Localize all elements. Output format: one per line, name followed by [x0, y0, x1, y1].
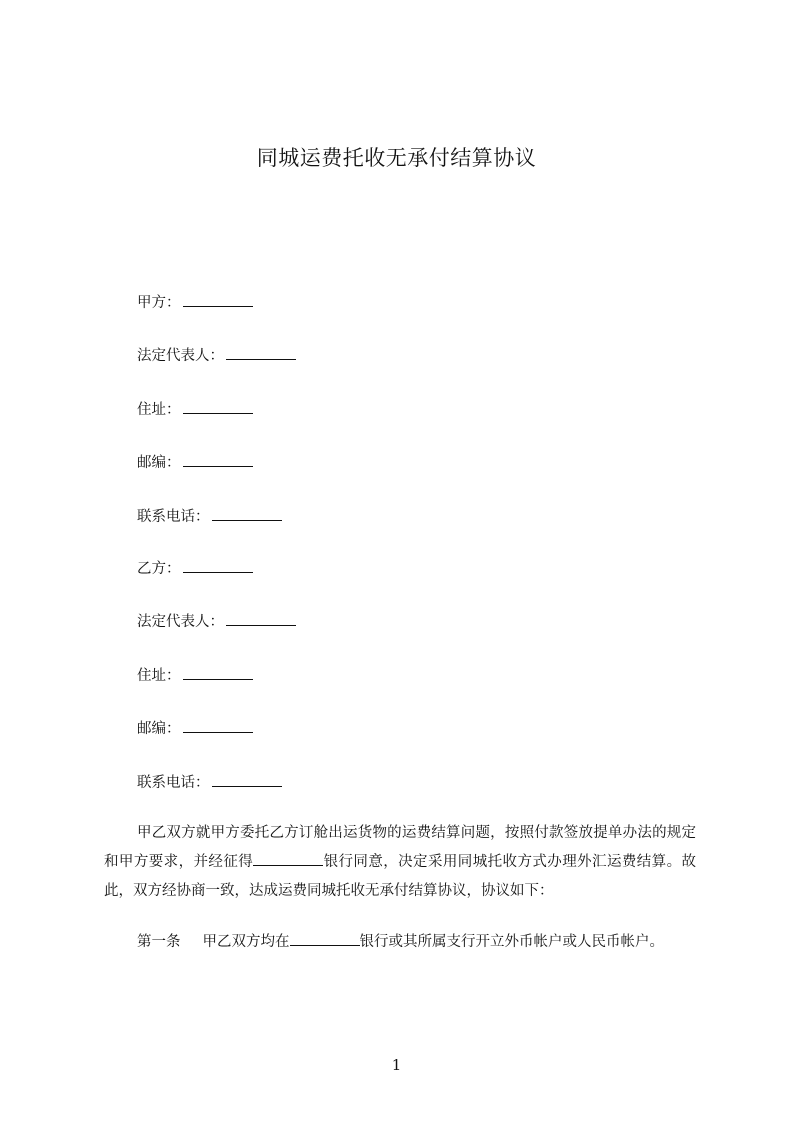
- intro-text-part2: 银行同意，决定采用同城托收方式办理外汇运费结算。故此，双方经协商一致，达成运费同城托收无承付结算协议，协议如下：: [104, 854, 697, 899]
- party-a-phone-field: [137, 506, 282, 527]
- party-b-rep-field: [137, 611, 296, 632]
- article-1-text-after: 银行或其所属支行开立外币帐户或人民币帐户。: [359, 934, 664, 950]
- party-a-address-blank: [183, 399, 253, 414]
- party-a-rep-field: [137, 345, 296, 366]
- party-b-postcode-blank: [183, 718, 253, 733]
- intro-bank-blank: [253, 851, 323, 866]
- party-a-address-label: 住址：: [137, 402, 181, 418]
- party-a-postcode-field: [137, 452, 253, 473]
- party-b-rep-blank: [226, 611, 296, 626]
- party-a-phone-blank: [212, 506, 282, 521]
- party-a-postcode-blank: [183, 452, 253, 467]
- party-a-address-field: [137, 399, 253, 420]
- page-number: 1: [391, 1056, 402, 1074]
- intro-text-part1: 甲乙双方就甲方委托乙方订舱出运货物的运费结算问题，按照付款签放提单办法的规定和甲方要求，并经征得: [104, 825, 696, 870]
- article-1-text-before: 甲乙双方均在: [202, 934, 290, 950]
- party-a-name-field: [137, 292, 253, 313]
- intro-paragraph: [104, 819, 696, 906]
- party-b-phone-label: 联系电话：: [137, 775, 210, 791]
- party-a-name-blank: [183, 292, 253, 307]
- party-b-address-blank: [183, 665, 253, 680]
- party-b-postcode-label: 邮编：: [137, 721, 181, 737]
- party-a-phone-label: 联系电话：: [137, 509, 210, 525]
- party-b-rep-label: 法定代表人：: [137, 614, 224, 630]
- party-a-rep-blank: [226, 345, 296, 360]
- party-b-name-field: [137, 558, 253, 579]
- party-b-name-label: 乙方：: [137, 561, 181, 577]
- party-a-postcode-label: 邮编：: [137, 455, 181, 471]
- party-b-phone-field: [137, 772, 282, 793]
- article-1-bank-blank: [290, 931, 360, 946]
- party-b-postcode-field: [137, 718, 253, 739]
- party-b-name-blank: [183, 558, 253, 573]
- party-b-phone-blank: [212, 772, 282, 787]
- article-1-label: 第一条: [137, 934, 181, 950]
- document-title: 同城运费托收无承付结算协议: [256, 146, 537, 170]
- party-b-address-field: [137, 665, 253, 686]
- party-a-name-label: 甲方：: [137, 295, 181, 311]
- article-1: [137, 931, 664, 952]
- party-b-address-label: 住址：: [137, 668, 181, 684]
- party-a-rep-label: 法定代表人：: [137, 348, 224, 364]
